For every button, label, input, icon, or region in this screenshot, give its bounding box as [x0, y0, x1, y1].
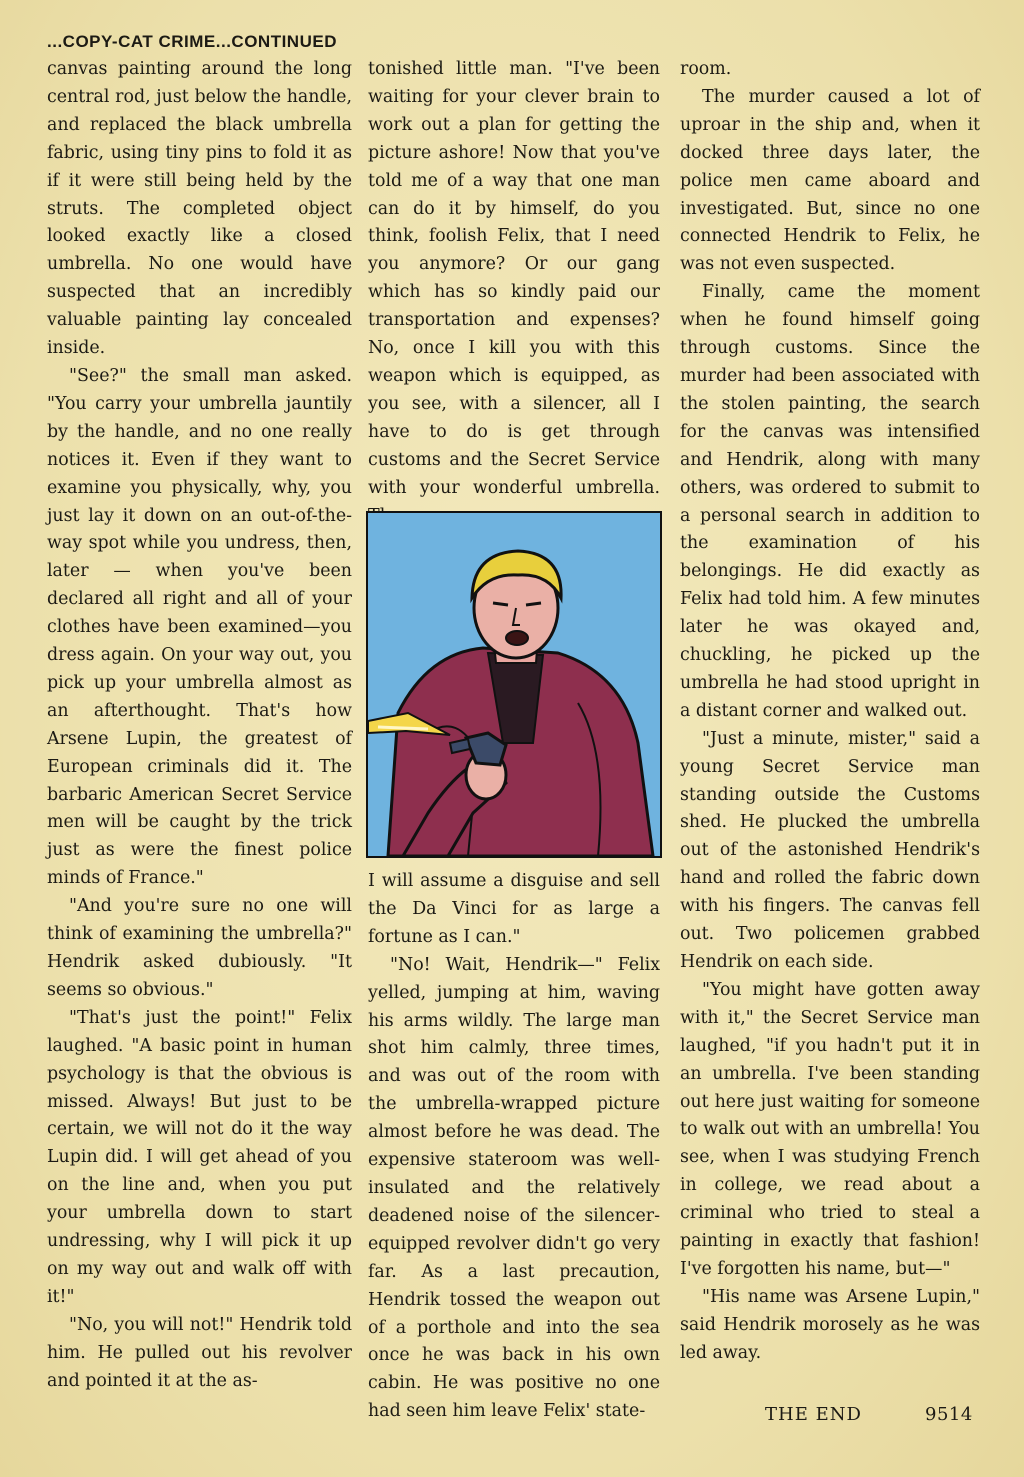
paragraph: I will assume a disguise and sell the Da Vinci for as large a fortune as I can." [368, 871, 660, 947]
story-header: ...COPY-CAT CRIME...CONTINUED [47, 32, 337, 51]
paragraph: tonished little man. "I've been waiting for your clever brain to work out a plan for getting the picture ashore! Now that you've told me of a way that one man can do it by himself, do you think, foolish Felix, that I need you anymore? Or our gang which has so kindly paid our transportation and expenses? No, once I kill you with this weapon which is equipped, as you see, with a silencer, all I have to do is get through customs and the Secret Service with your wonderful umbrella. [368, 59, 660, 498]
page-code: 9514 [925, 1404, 973, 1425]
paragraph: room. [680, 59, 732, 79]
gunman-illustration [366, 511, 662, 858]
paragraph: The murder caused a lot of uproar in the ship and, when it docked three days later, the police men came aboard and investigated. But, since no one connected Hendrik to Felix, he was not even suspected. [680, 86, 980, 275]
paragraph: "And you're sure no one will think of examining the umbrella?" Hendrik asked dubiously. "It seems so obvious." [47, 896, 352, 1000]
paragraph: "That's just the point!" Felix laughed. "A basic point in human psychology is that the obvious is missed. Always! But just to be certain, we will not do it the way Lupin did. I will get ahead of you on the line and, when you put your umbrella down to start undressing, why I will pick it up on my way out and walk off with it!" [47, 1007, 352, 1307]
text-column-3 [680, 56, 980, 1368]
paragraph: Finally, came the moment when he found himself going through customs. Since the murder had been associated with the stolen painting, the search for the canvas was intensified and Hendrik, along with many others, was ordered to submit to a personal search in addition to the examination of his belongings. He did exactly as Felix had told him. A few minutes later he was okayed and, chuckling, he picked up the umbrella he had stood upright in a distant corner and walked out. [680, 282, 980, 721]
text-column-1 [47, 56, 352, 1396]
paragraph: "See?" the small man asked. "You carry your umbrella jauntily by the handle, and no one really notices it. Even if they want to examine you physically, why, you just lay it down on an out-of-the-way spot while you undress, then, later — when you've been declared all right and all of your clothes have been examined—you dress again. On your way out, you pick up your umbrella almost as an afterthought. That's how Arsene Lupin, the greatest of European criminals did it. The barbaric American Secret Service men will be caught by the trick just as were the finest police minds of France." [47, 365, 352, 889]
paragraph: "His name was Arsene Lupin," said Hendrik morosely as he was led away. [680, 1286, 980, 1363]
paragraph: "No, you will not!" Hendrik told him. He pulled out his revolver and pointed it at the as- [47, 1314, 352, 1391]
the-end-label: THE END [765, 1404, 862, 1425]
text-column-2-top [368, 56, 660, 530]
gunman-icon [368, 513, 660, 856]
paragraph: "No! Wait, Hendrik—" Felix yelled, jumping at him, waving his arms wildly. The large man shot him calmly, three times, and was out of the room with the umbrella-wrapped picture almost before he was dead. The expensive stateroom was well-insulated and the relatively deadened noise of the silencer-equipped revolver didn't go very far. As a last precaution, Hendrik tossed the weapon out of a porthole and into the sea once he was back in his own cabin. He was positive no one had seen him leave Felix' state- [368, 954, 660, 1422]
text-column-2-bottom [368, 868, 660, 1426]
paragraph: "You might have gotten away with it," the Secret Service man laughed, "if you hadn't put it in an umbrella. I've been standing out here just waiting for someone to walk out with an umbrella! You see, when I was studying French in college, we read about a criminal who tried to steal a painting in exactly that fashion! I've forgotten his name, but—" [680, 979, 980, 1279]
paragraph: "Just a minute, mister," said a young Secret Service man standing outside the Customs shed. He plucked the umbrella out of the astonished Hendrik's hand and rolled the fabric down with his fingers. The canvas fell out. Two policemen grabbed Hendrik on each side. [680, 728, 980, 972]
paragraph: canvas painting around the long central rod, just below the handle, and replaced the black umbrella fabric, using tiny pins to fold it as if it were still being held by the struts. The completed object looked exactly like a closed umbrella. No one would have suspected that an incredibly valuable painting lay concealed inside. [47, 59, 352, 359]
